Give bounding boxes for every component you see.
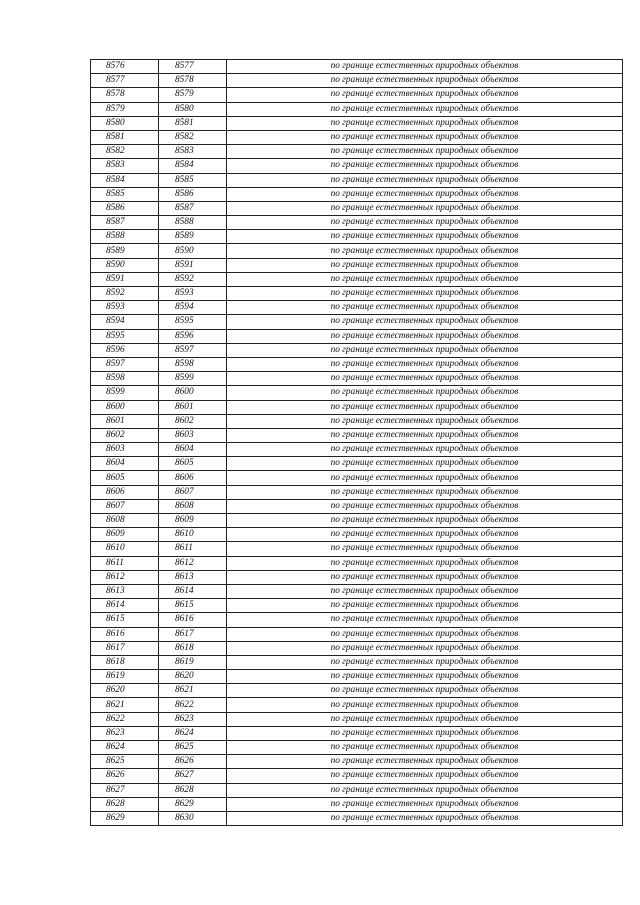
table-row [91,400,623,414]
point-to-cell: 8611 [159,542,227,556]
table-row [91,357,623,371]
boundary-description-cell: по границе естественных природных объектов [227,528,623,542]
boundary-description-cell: по границе естественных природных объектов [227,726,623,740]
point-from-cell: 8621 [91,698,159,712]
point-from-cell: 8585 [91,187,159,201]
table-row [91,613,623,627]
point-from-cell: 8624 [91,741,159,755]
boundary-description-cell: по границе естественных природных объектов [227,301,623,315]
point-from-cell: 8612 [91,570,159,584]
table-row [91,130,623,144]
boundary-description-cell: по границе естественных природных объектов [227,74,623,88]
point-to-cell: 8602 [159,414,227,428]
table-row [91,528,623,542]
point-from-cell: 8613 [91,584,159,598]
point-from-cell: 8592 [91,287,159,301]
point-from-cell: 8620 [91,684,159,698]
boundary-description-cell: по границе естественных природных объектов [227,244,623,258]
point-to-cell: 8594 [159,301,227,315]
table-row [91,414,623,428]
table-row [91,684,623,698]
point-from-cell: 8579 [91,102,159,116]
point-to-cell: 8607 [159,485,227,499]
point-to-cell: 8627 [159,769,227,783]
boundary-description-cell: по границе естественных природных объектов [227,60,623,74]
table-row [91,74,623,88]
point-to-cell: 8605 [159,457,227,471]
point-to-cell: 8610 [159,528,227,542]
point-to-cell: 8613 [159,570,227,584]
table-row [91,570,623,584]
point-to-cell: 8598 [159,357,227,371]
table-row [91,811,623,825]
point-from-cell: 8595 [91,329,159,343]
point-from-cell: 8583 [91,159,159,173]
table-row [91,641,623,655]
boundary-description-cell: по границе естественных природных объектов [227,315,623,329]
table-row [91,670,623,684]
point-to-cell: 8628 [159,783,227,797]
point-to-cell: 8583 [159,145,227,159]
point-to-cell: 8599 [159,372,227,386]
table-row [91,116,623,130]
point-to-cell: 8625 [159,741,227,755]
point-to-cell: 8623 [159,712,227,726]
point-to-cell: 8619 [159,655,227,669]
table-row [91,201,623,215]
point-from-cell: 8602 [91,428,159,442]
point-from-cell: 8623 [91,726,159,740]
point-from-cell: 8605 [91,471,159,485]
point-to-cell: 8617 [159,627,227,641]
point-from-cell: 8617 [91,641,159,655]
point-to-cell: 8590 [159,244,227,258]
point-from-cell: 8593 [91,301,159,315]
point-from-cell: 8577 [91,74,159,88]
boundary-description-cell: по границе естественных природных объектов [227,343,623,357]
boundary-description-cell: по границе естественных природных объектов [227,783,623,797]
table-row [91,655,623,669]
boundary-description-cell: по границе естественных природных объектов [227,670,623,684]
point-to-cell: 8597 [159,343,227,357]
point-to-cell: 8616 [159,613,227,627]
point-from-cell: 8576 [91,60,159,74]
table-row [91,556,623,570]
boundary-description-cell: по границе естественных природных объектов [227,230,623,244]
point-to-cell: 8600 [159,386,227,400]
boundary-description-cell: по границе естественных природных объектов [227,797,623,811]
boundary-description-cell: по границе естественных природных объектов [227,514,623,528]
point-to-cell: 8581 [159,116,227,130]
point-to-cell: 8615 [159,599,227,613]
boundary-description-cell: по границе естественных природных объектов [227,201,623,215]
boundary-description-cell: по границе естественных природных объектов [227,357,623,371]
point-to-cell: 8618 [159,641,227,655]
table-row [91,315,623,329]
boundary-description-cell: по границе естественных природных объектов [227,712,623,726]
boundary-description-cell: по границе естественных природных объектов [227,684,623,698]
table-row [91,343,623,357]
point-from-cell: 8629 [91,811,159,825]
point-to-cell: 8582 [159,130,227,144]
point-from-cell: 8586 [91,201,159,215]
boundary-description-cell: по границе естественных природных объектов [227,414,623,428]
point-from-cell: 8618 [91,655,159,669]
boundary-description-cell: по границе естественных природных объектов [227,187,623,201]
boundary-description-cell: по границе естественных природных объектов [227,556,623,570]
point-to-cell: 8620 [159,670,227,684]
table-row [91,145,623,159]
point-to-cell: 8621 [159,684,227,698]
point-from-cell: 8608 [91,514,159,528]
boundary-description-cell: по границе естественных природных объектов [227,372,623,386]
boundary-description-cell: по границе естественных природных объектов [227,400,623,414]
boundary-description-cell: по границе естественных природных объектов [227,173,623,187]
boundary-description-cell: по границе естественных природных объектов [227,145,623,159]
table-row [91,60,623,74]
table-row [91,698,623,712]
table-row [91,726,623,740]
table-row [91,230,623,244]
boundary-description-cell: по границе естественных природных объектов [227,216,623,230]
point-from-cell: 8606 [91,485,159,499]
table-row [91,755,623,769]
point-from-cell: 8600 [91,400,159,414]
boundary-description-cell: по границе естественных природных объектов [227,428,623,442]
point-to-cell: 8612 [159,556,227,570]
table-row [91,428,623,442]
table-row [91,244,623,258]
point-from-cell: 8619 [91,670,159,684]
point-to-cell: 8584 [159,159,227,173]
boundary-description-cell: по границе естественных природных объектов [227,88,623,102]
table-row [91,386,623,400]
boundary-description-cell: по границе естественных природных объектов [227,130,623,144]
table-row [91,599,623,613]
point-from-cell: 8594 [91,315,159,329]
point-to-cell: 8629 [159,797,227,811]
table-row [91,88,623,102]
point-from-cell: 8578 [91,88,159,102]
table-row [91,102,623,116]
point-from-cell: 8589 [91,244,159,258]
table-row [91,769,623,783]
point-to-cell: 8609 [159,514,227,528]
point-from-cell: 8627 [91,783,159,797]
point-from-cell: 8580 [91,116,159,130]
table-body [91,60,623,826]
point-from-cell: 8625 [91,755,159,769]
point-to-cell: 8626 [159,755,227,769]
point-to-cell: 8596 [159,329,227,343]
boundary-description-cell: по границе естественных природных объектов [227,443,623,457]
point-to-cell: 8579 [159,88,227,102]
table-row [91,457,623,471]
table-row [91,216,623,230]
boundary-description-cell: по границе естественных природных объектов [227,741,623,755]
point-from-cell: 8581 [91,130,159,144]
table-row [91,471,623,485]
point-from-cell: 8596 [91,343,159,357]
point-from-cell: 8597 [91,357,159,371]
table-row [91,329,623,343]
point-to-cell: 8589 [159,230,227,244]
boundary-description-cell: по границе естественных природных объектов [227,258,623,272]
table-row [91,443,623,457]
table-row [91,287,623,301]
boundary-description-cell: по границе естественных природных объектов [227,116,623,130]
table-row [91,485,623,499]
boundary-description-cell: по границе естественных природных объектов [227,755,623,769]
boundary-description-cell: по границе естественных природных объектов [227,613,623,627]
point-from-cell: 8582 [91,145,159,159]
point-from-cell: 8615 [91,613,159,627]
point-to-cell: 8608 [159,499,227,513]
table-row [91,173,623,187]
point-to-cell: 8630 [159,811,227,825]
table-row [91,712,623,726]
table-row [91,627,623,641]
table-row [91,301,623,315]
point-from-cell: 8610 [91,542,159,556]
table-row [91,783,623,797]
point-from-cell: 8599 [91,386,159,400]
point-to-cell: 8592 [159,272,227,286]
point-to-cell: 8580 [159,102,227,116]
point-from-cell: 8614 [91,599,159,613]
point-to-cell: 8586 [159,187,227,201]
table-row [91,258,623,272]
point-from-cell: 8611 [91,556,159,570]
point-from-cell: 8601 [91,414,159,428]
point-from-cell: 8603 [91,443,159,457]
boundary-description-cell: по границе естественных природных объектов [227,584,623,598]
point-to-cell: 8585 [159,173,227,187]
point-from-cell: 8590 [91,258,159,272]
table-row [91,187,623,201]
table-row [91,584,623,598]
boundary-description-cell: по границе естественных природных объектов [227,499,623,513]
point-to-cell: 8614 [159,584,227,598]
boundary-description-cell: по границе естественных природных объектов [227,811,623,825]
table-row [91,514,623,528]
point-to-cell: 8604 [159,443,227,457]
table-row [91,741,623,755]
point-from-cell: 8607 [91,499,159,513]
table-row [91,159,623,173]
point-to-cell: 8603 [159,428,227,442]
table-row [91,499,623,513]
point-from-cell: 8628 [91,797,159,811]
boundary-description-cell: по границе естественных природных объектов [227,471,623,485]
point-to-cell: 8601 [159,400,227,414]
point-to-cell: 8578 [159,74,227,88]
boundary-description-cell: по границе естественных природных объектов [227,599,623,613]
boundary-description-cell: по границе естественных природных объектов [227,386,623,400]
table-row [91,797,623,811]
boundary-description-cell: по границе естественных природных объектов [227,769,623,783]
boundary-description-cell: по границе естественных природных объектов [227,655,623,669]
table-row [91,372,623,386]
boundary-description-cell: по границе естественных природных объектов [227,457,623,471]
boundary-description-cell: по границе естественных природных объектов [227,159,623,173]
point-from-cell: 8588 [91,230,159,244]
boundary-description-cell: по границе естественных природных объектов [227,485,623,499]
point-from-cell: 8616 [91,627,159,641]
boundary-description-cell: по границе естественных природных объектов [227,570,623,584]
point-from-cell: 8591 [91,272,159,286]
point-to-cell: 8622 [159,698,227,712]
boundary-description-cell: по границе естественных природных объектов [227,287,623,301]
point-to-cell: 8595 [159,315,227,329]
point-to-cell: 8591 [159,258,227,272]
boundary-points-table [90,59,623,826]
table-row [91,542,623,556]
point-from-cell: 8626 [91,769,159,783]
point-from-cell: 8584 [91,173,159,187]
point-to-cell: 8593 [159,287,227,301]
point-from-cell: 8587 [91,216,159,230]
point-from-cell: 8609 [91,528,159,542]
boundary-description-cell: по границе естественных природных объектов [227,641,623,655]
point-from-cell: 8622 [91,712,159,726]
boundary-description-cell: по границе естественных природных объектов [227,542,623,556]
point-to-cell: 8577 [159,60,227,74]
point-to-cell: 8588 [159,216,227,230]
point-from-cell: 8604 [91,457,159,471]
point-to-cell: 8606 [159,471,227,485]
table-row [91,272,623,286]
boundary-description-cell: по границе естественных природных объектов [227,698,623,712]
boundary-description-cell: по границе естественных природных объектов [227,627,623,641]
point-to-cell: 8587 [159,201,227,215]
boundary-description-cell: по границе естественных природных объектов [227,272,623,286]
point-to-cell: 8624 [159,726,227,740]
boundary-description-cell: по границе естественных природных объектов [227,102,623,116]
point-from-cell: 8598 [91,372,159,386]
boundary-description-cell: по границе естественных природных объектов [227,329,623,343]
